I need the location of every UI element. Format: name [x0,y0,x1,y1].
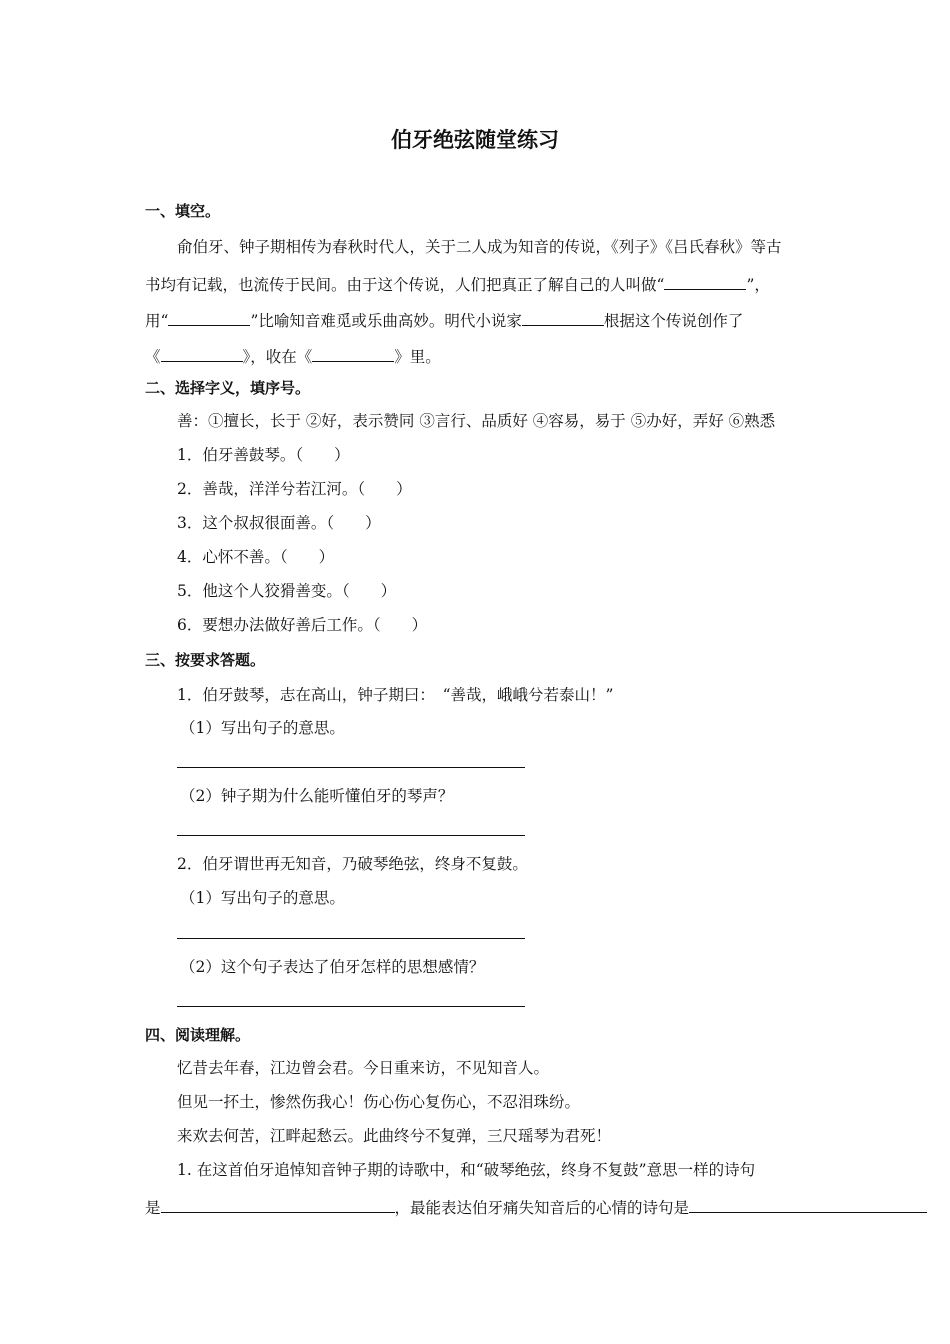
shan-item-5[interactable]: 5．他这个人狡猾善变。（ ） [177,582,397,600]
section4-q1-line1: 1. 在这首伯牙追悼知音钟子期的诗歌中，和“破琴绝弦，终身不复鼓”意思一样的诗句 [177,1161,756,1179]
section1-line2-text-b: ”， [746,276,770,294]
blank-gaoshan-liushui[interactable] [168,308,250,326]
section3-q2: 2．伯牙谓世再无知音，乃破琴绝弦，终身不复鼓。 [177,855,528,873]
page-title: 伯牙绝弦随堂练习 [391,128,559,152]
section1-line1: 俞伯牙、钟子期相传为春秋时代人，关于二人成为知音的传说，《列子》《吕氏春秋》等古 [177,238,782,256]
blank-collection-title[interactable] [312,344,394,362]
section2-heading: 二、选择字义，填序号。 [145,379,311,397]
blank-poem-line-same-meaning[interactable] [161,1195,395,1213]
blank-story-title[interactable] [161,344,243,362]
shan-item-3[interactable]: 3．这个叔叔很面善。（ ） [177,514,381,532]
section1-line3-text-a: 用“ [145,312,169,330]
shan-meanings: 善：①擅长，长于 ②好，表示赞同 ③言行、品质好 ④容易，易于 ⑤办好，弄好 ⑥熟悉 [177,412,776,430]
shan-item-2[interactable]: 2．善哉，洋洋兮若江河。（ ） [177,480,412,498]
answer-line-q1-1[interactable] [177,767,525,768]
section4-heading: 四、阅读理解。 [145,1026,251,1044]
section1-line3-text-b: ”比喻知音难觅或乐曲高妙。明代小说家 [250,312,522,330]
poem-line-2: 但见一抔土，惨然伤我心！伤心伤心复伤心，不忍泪珠纷。 [177,1093,581,1111]
section3-q1: 1．伯牙鼓琴，志在高山，钟子期曰： “善哉，峨峨兮若泰山！” [177,686,614,704]
shan-item-6[interactable]: 6．要想办法做好善后工作。（ ） [177,616,428,634]
blank-zhiyin[interactable] [664,272,746,290]
answer-line-q1-2[interactable] [177,835,525,836]
section3-q2-2: （2）这个句子表达了伯牙怎样的思想感情？ [180,958,485,976]
answer-line-q2-1[interactable] [177,938,525,939]
section1-line4-text-b: 》，收在《 [242,348,313,366]
blank-novelist[interactable] [522,308,604,326]
section1-line3 [145,308,743,332]
section1-line2-text-a: 书均有记载，也流传于民间。由于这个传说，人们把真正了解自己的人叫做“ [145,276,665,294]
section1-line4-text-a: 《 [145,348,161,366]
section4-q1-text-b: 是 [145,1199,161,1217]
section3-q1-2: （2）钟子期为什么能听懂伯牙的琴声？ [180,787,454,805]
section1-line2 [145,272,770,296]
section1-line3-text-c: 根据这个传说创作了 [603,312,744,330]
section3-heading: 三、按要求答题。 [145,651,266,669]
answer-line-q2-2[interactable] [177,1006,525,1007]
section1-line4-text-c: 》里。 [394,348,441,366]
section1-line4 [145,344,441,368]
shan-item-1[interactable]: 1．伯牙善鼓琴。（ ） [177,446,350,464]
section3-q1-1: （1）写出句子的意思。 [180,719,345,737]
section4-q1-text-c: ，最能表达伯牙痛失知音后的心情的诗句是 [394,1199,690,1217]
section3-q2-1: （1）写出句子的意思。 [180,889,345,907]
blank-poem-line-feeling[interactable] [689,1195,927,1213]
section4-q1-line2 [145,1195,927,1219]
poem-line-1: 忆昔去年春，江边曾会君。今日重来访，不见知音人。 [177,1059,550,1077]
poem-line-3: 来欢去何苦，江畔起愁云。此曲终兮不复弹，三尺瑶琴为君死！ [177,1127,612,1145]
section1-heading: 一、填空。 [145,202,221,220]
shan-item-4[interactable]: 4．心怀不善。（ ） [177,548,335,566]
